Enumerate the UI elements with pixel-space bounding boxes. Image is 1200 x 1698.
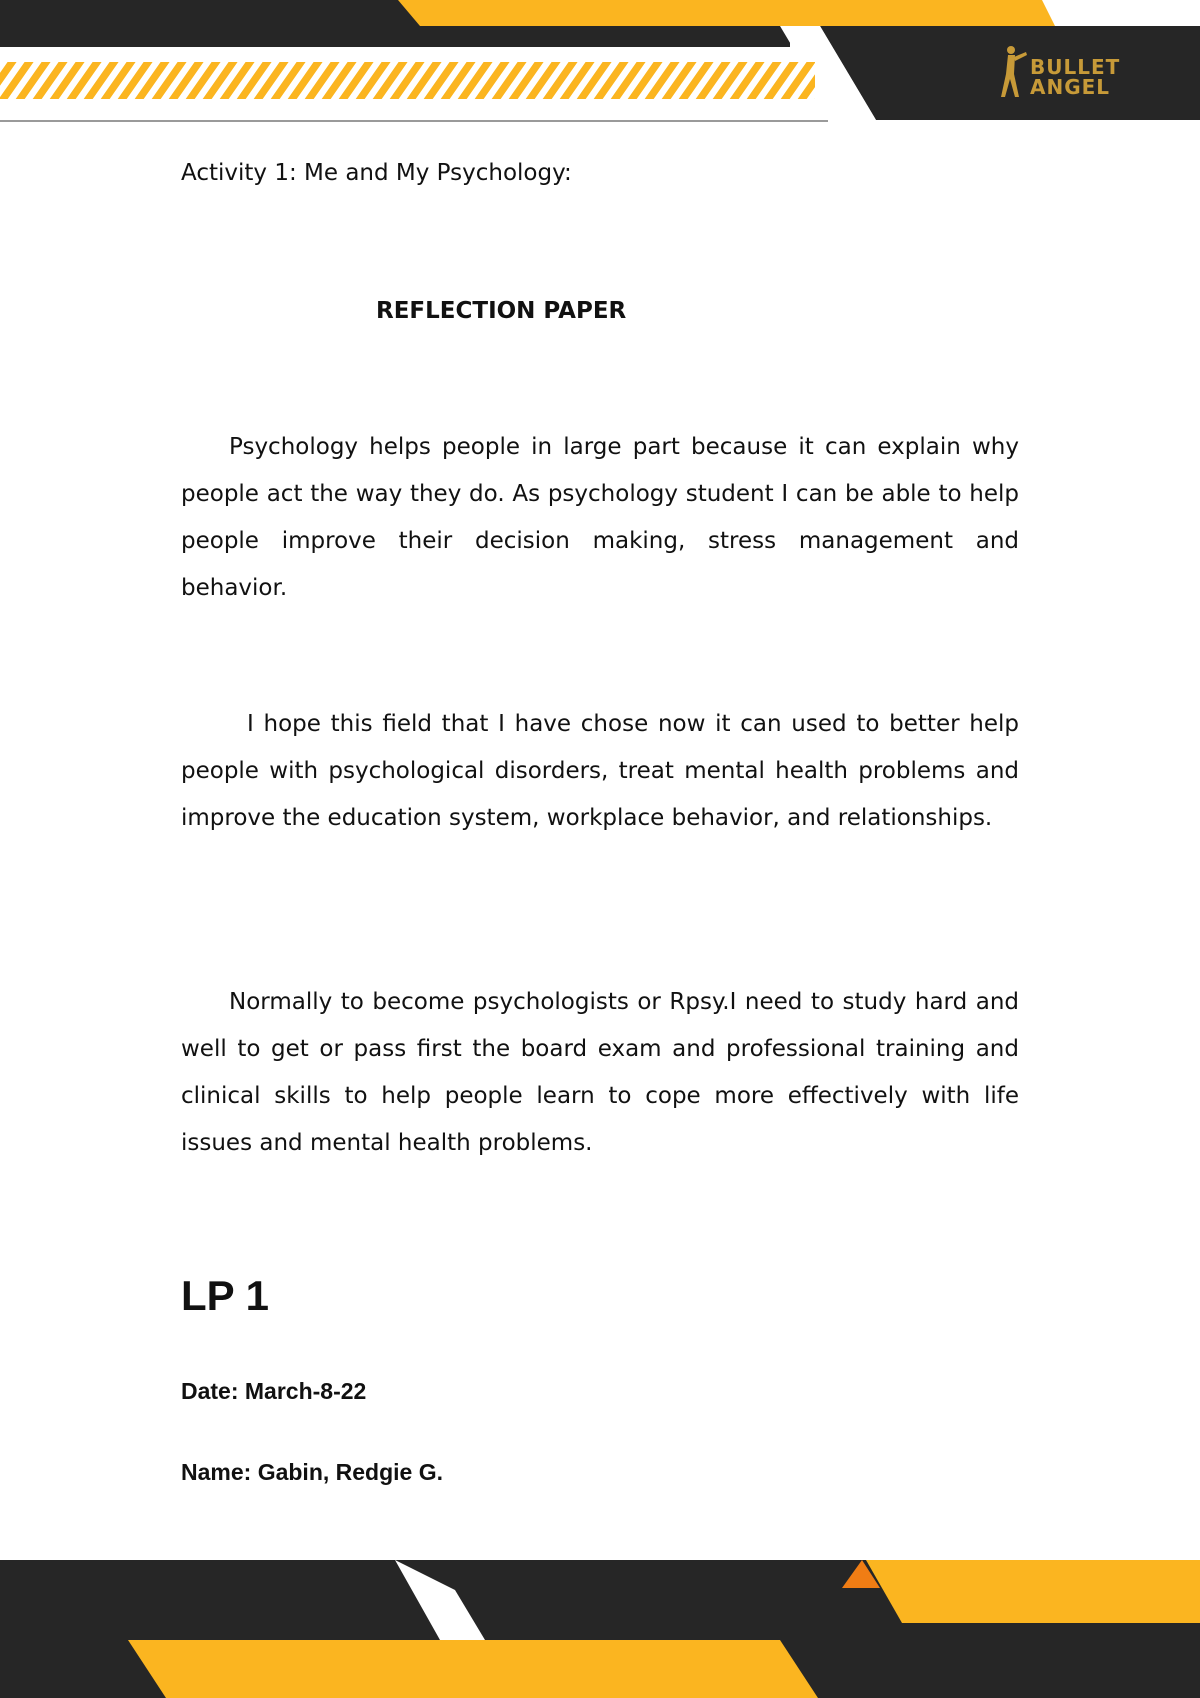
logo-wordmark-top: BULLET <box>1030 55 1121 79</box>
footer-decoration <box>0 1558 1200 1698</box>
footer-yellow-bottom <box>128 1640 818 1698</box>
header-yellow-tab <box>398 0 1055 26</box>
activity-title: Activity 1: Me and My Psychology: <box>181 160 572 186</box>
date-line: Date: March-8-22 <box>181 1378 367 1404</box>
paragraph-1: Psychology helps people in large part because it can explain why people act the way they do. As psychology student I can be able to help people improve their decision making, stress management and behavior. <box>181 434 1019 601</box>
footer-upper-white <box>395 1558 880 1560</box>
name-line: Name: Gabin, Redgie G. <box>181 1459 443 1485</box>
header-hazard-stripes <box>0 62 815 99</box>
logo-wordmark-bottom: ANGEL <box>1030 75 1111 99</box>
paragraph-2: I hope this field that I have chose now it can used to better help people with psychological disorders, treat mental health problems and improve the education system, workplace behavior, and relationships. <box>181 711 1019 831</box>
footer-yellow-right <box>866 1560 1200 1623</box>
header-decoration <box>0 0 1200 125</box>
paragraph-3: Normally to become psychologists or Rpsy.I need to study hard and well to get or pass first the board exam and professional training and clinical skills to help people learn to cope more effectively with life issues and mental health problems. <box>181 989 1019 1156</box>
paper-heading: REFLECTION PAPER <box>376 298 627 324</box>
lp-label: LP 1 <box>181 1272 269 1319</box>
